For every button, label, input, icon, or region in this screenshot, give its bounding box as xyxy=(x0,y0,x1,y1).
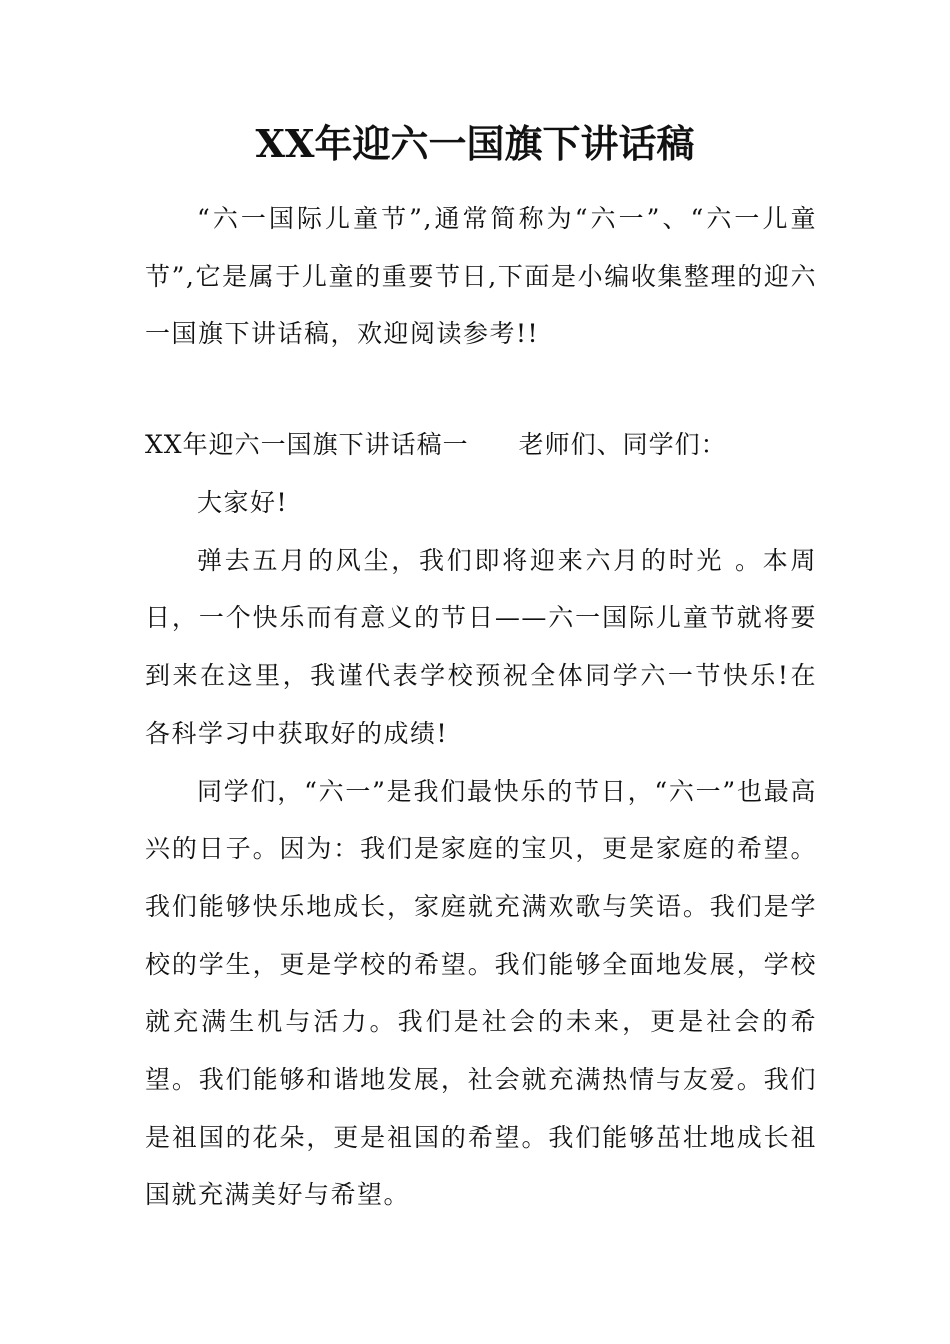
document-title: XX年迎六一国旗下讲话稿 xyxy=(255,121,695,166)
intro-paragraph: “六一国际儿童节”,通常简称为“六一”、“六一儿童节”,它是属于儿童的重要节日,下面是小编收集整理的迎六一国旗下讲话稿，欢迎阅读参考!! xyxy=(145,204,817,349)
salutation: 老师们、同学们： xyxy=(518,430,727,459)
section-heading-line xyxy=(145,416,825,474)
paragraph-hope: 同学们，“六一”是我们最快乐的节日，“六一”也最高兴的日子。因为：我们是家庭的宝贝，更是家庭的希望。我们能够快乐地成长，家庭就充满欢歌与笑语。我们是学校的学生，更是学校的希望。我们能够全面地发展，学校就充满生机与活力。我们是社会的未来，更是社会的希望。我们能够和谐地发展，社会就充满热情与友爱。我们是祖国的花朵，更是祖国的希望。我们能够茁壮地成长祖国就充满美好与希望。 xyxy=(145,776,817,1210)
speech-body xyxy=(145,474,817,1224)
paragraph-children-day: 弹去五月的风尘，我们即将迎来六月的时光 。本周日，一个快乐而有意义的节日——六一国际儿童节就将要到来在这里，我谨代表学校预祝全体同学六一节快乐!在各科学习中获取好的成绩! xyxy=(145,545,817,748)
section-heading: XX年迎六一国旗下讲话稿一 xyxy=(145,430,469,459)
paragraph-greeting: 大家好! xyxy=(197,488,289,517)
